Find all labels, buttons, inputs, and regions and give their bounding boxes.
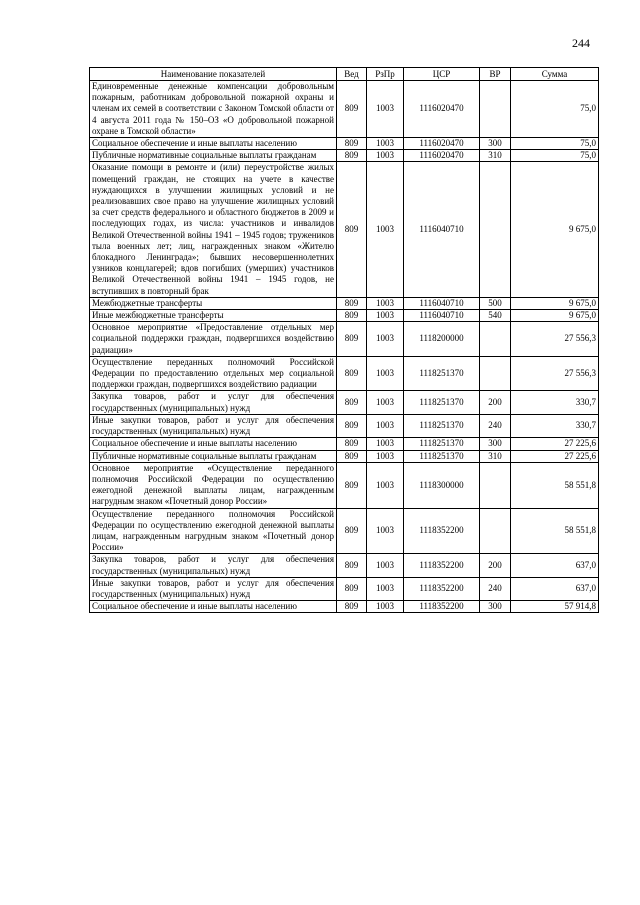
cell-rzpr: 1003 [367, 438, 404, 450]
header-vr: ВР [480, 68, 511, 81]
cell-rzpr: 1003 [367, 138, 404, 150]
cell-rzpr: 1003 [367, 601, 404, 613]
cell-csr: 1118251370 [404, 438, 480, 450]
table-row [90, 81, 599, 138]
header-rzpr: РзПр [367, 68, 404, 81]
table-row [90, 601, 599, 613]
cell-vr: 200 [480, 554, 511, 577]
table-row [90, 450, 599, 462]
cell-vr: 540 [480, 310, 511, 322]
cell-rzpr: 1003 [367, 462, 404, 508]
cell-rzpr: 1003 [367, 414, 404, 437]
table-row [90, 577, 599, 600]
cell-csr: 1118251370 [404, 450, 480, 462]
cell-ved: 809 [337, 508, 367, 554]
cell-sum: 27 225,6 [511, 450, 599, 462]
cell-rzpr: 1003 [367, 577, 404, 600]
cell-vr [480, 162, 511, 297]
cell-ved: 809 [337, 297, 367, 309]
cell-csr: 1116040710 [404, 162, 480, 297]
table-row [90, 162, 599, 297]
cell-ved: 809 [337, 81, 367, 138]
cell-name: Единовременные денежные компенсации добровольным пожарным, работникам добровольной пожарной охраны и членам их семей в соответствии с Законом Томской области от 4 августа 2011 года № 150–ОЗ «О добровольной пожарной охране в Томской области» [90, 81, 337, 138]
cell-csr: 1118251370 [404, 356, 480, 391]
cell-csr: 1118300000 [404, 462, 480, 508]
cell-sum: 27 556,3 [511, 322, 599, 357]
table-row [90, 438, 599, 450]
cell-name: Основное мероприятие «Предоставление отдельных мер социальной поддержки граждан, подвергшихся воздействию радиации» [90, 322, 337, 357]
cell-ved: 809 [337, 356, 367, 391]
table-row [90, 322, 599, 357]
cell-sum: 330,7 [511, 414, 599, 437]
table-row [90, 391, 599, 414]
cell-vr [480, 322, 511, 357]
cell-name: Осуществление переданных полномочий Российской Федерации по предоставлению отдельных мер социальной поддержки граждан, подвергшихся воздействию радиации [90, 356, 337, 391]
cell-csr: 1118251370 [404, 391, 480, 414]
cell-name: Основное мероприятие «Осуществление переданного полномочия Российской Федерации по осуществлению ежегодной денежной выплаты лицам, награжденным нагрудным знаком «Почетный донор России» [90, 462, 337, 508]
cell-name: Социальное обеспечение и иные выплаты населению [90, 601, 337, 613]
cell-rzpr: 1003 [367, 310, 404, 322]
cell-vr [480, 81, 511, 138]
table-row [90, 462, 599, 508]
cell-vr: 240 [480, 577, 511, 600]
header-name: Наименование показателей [90, 68, 337, 81]
cell-ved: 809 [337, 450, 367, 462]
cell-name: Закупка товаров, работ и услуг для обеспечения государственных (муниципальных) нужд [90, 554, 337, 577]
cell-ved: 809 [337, 601, 367, 613]
cell-name: Иные закупки товаров, работ и услуг для обеспечения государственных (муниципальных) нужд [90, 414, 337, 437]
cell-sum: 75,0 [511, 138, 599, 150]
table-row [90, 297, 599, 309]
cell-vr: 300 [480, 138, 511, 150]
header-csr: ЦСР [404, 68, 480, 81]
cell-rzpr: 1003 [367, 508, 404, 554]
cell-name: Публичные нормативные социальные выплаты гражданам [90, 150, 337, 162]
cell-vr [480, 462, 511, 508]
table-row [90, 508, 599, 554]
cell-csr: 1116040710 [404, 310, 480, 322]
table-row [90, 310, 599, 322]
cell-sum: 75,0 [511, 81, 599, 138]
cell-name: Осуществление переданного полномочия Российской Федерации по осуществлению ежегодной денежной выплаты лицам, награжденным нагрудным знаком «Почетный донор России» [90, 508, 337, 554]
cell-ved: 809 [337, 310, 367, 322]
cell-sum: 75,0 [511, 150, 599, 162]
cell-vr: 310 [480, 150, 511, 162]
cell-ved: 809 [337, 162, 367, 297]
cell-name: Иные межбюджетные трансферты [90, 310, 337, 322]
cell-vr: 500 [480, 297, 511, 309]
cell-sum: 9 675,0 [511, 162, 599, 297]
cell-vr [480, 508, 511, 554]
budget-table [89, 67, 599, 613]
cell-sum: 58 551,8 [511, 508, 599, 554]
cell-rzpr: 1003 [367, 150, 404, 162]
cell-sum: 27 225,6 [511, 438, 599, 450]
cell-rzpr: 1003 [367, 356, 404, 391]
cell-csr: 1116020470 [404, 138, 480, 150]
cell-name: Оказание помощи в ремонте и (или) переустройстве жилых помещений граждан, не стоящих на учете в качестве нуждающихся в улучшении жилищных условий и не реализовавших свое право на улучшение жилищных условий за счет средств федерального и областного бюджетов в 2009 и последующих годах, из числа: участников и инвалидов Великой Отечественной войны 1941 – 1945 годов; тружеников тыла военных лет; лиц, награжденных знаком «Жителю блокадного Ленинграда»; бывших несовершеннолетних узников концлагерей; вдов погибших (умерших) участников Великой Отечественной войны 1941 – 1945 годов, не вступивших в повторный брак [90, 162, 337, 297]
cell-ved: 809 [337, 438, 367, 450]
cell-csr: 1116020470 [404, 150, 480, 162]
cell-vr: 300 [480, 601, 511, 613]
cell-name: Социальное обеспечение и иные выплаты населению [90, 138, 337, 150]
cell-sum: 57 914,8 [511, 601, 599, 613]
cell-sum: 27 556,3 [511, 356, 599, 391]
cell-ved: 809 [337, 138, 367, 150]
cell-csr: 1118251370 [404, 414, 480, 437]
cell-sum: 330,7 [511, 391, 599, 414]
cell-ved: 809 [337, 322, 367, 357]
cell-sum: 637,0 [511, 554, 599, 577]
cell-ved: 809 [337, 150, 367, 162]
cell-rzpr: 1003 [367, 162, 404, 297]
cell-ved: 809 [337, 414, 367, 437]
table-row [90, 150, 599, 162]
cell-ved: 809 [337, 554, 367, 577]
cell-ved: 809 [337, 391, 367, 414]
cell-vr [480, 356, 511, 391]
cell-csr: 1118352200 [404, 601, 480, 613]
cell-csr: 1116040710 [404, 297, 480, 309]
cell-sum: 637,0 [511, 577, 599, 600]
cell-csr: 1116020470 [404, 81, 480, 138]
cell-name: Межбюджетные трансферты [90, 297, 337, 309]
table-row [90, 554, 599, 577]
cell-rzpr: 1003 [367, 391, 404, 414]
table-row [90, 138, 599, 150]
cell-name: Социальное обеспечение и иные выплаты населению [90, 438, 337, 450]
cell-name: Публичные нормативные социальные выплаты гражданам [90, 450, 337, 462]
table-header-row [90, 68, 599, 81]
cell-vr: 240 [480, 414, 511, 437]
cell-csr: 1118352200 [404, 554, 480, 577]
table-row [90, 414, 599, 437]
header-ved: Вед [337, 68, 367, 81]
cell-ved: 809 [337, 577, 367, 600]
cell-rzpr: 1003 [367, 81, 404, 138]
cell-csr: 1118200000 [404, 322, 480, 357]
cell-rzpr: 1003 [367, 554, 404, 577]
header-sum: Сумма [511, 68, 599, 81]
cell-vr: 310 [480, 450, 511, 462]
cell-vr: 300 [480, 438, 511, 450]
cell-rzpr: 1003 [367, 450, 404, 462]
cell-rzpr: 1003 [367, 322, 404, 357]
cell-sum: 9 675,0 [511, 297, 599, 309]
cell-vr: 200 [480, 391, 511, 414]
cell-name: Закупка товаров, работ и услуг для обеспечения государственных (муниципальных) нужд [90, 391, 337, 414]
cell-csr: 1118352200 [404, 577, 480, 600]
cell-sum: 9 675,0 [511, 310, 599, 322]
cell-rzpr: 1003 [367, 297, 404, 309]
page-number: 244 [572, 36, 590, 50]
cell-sum: 58 551,8 [511, 462, 599, 508]
cell-csr: 1118352200 [404, 508, 480, 554]
cell-name: Иные закупки товаров, работ и услуг для обеспечения государственных (муниципальных) нужд [90, 577, 337, 600]
cell-ved: 809 [337, 462, 367, 508]
table-row [90, 356, 599, 391]
